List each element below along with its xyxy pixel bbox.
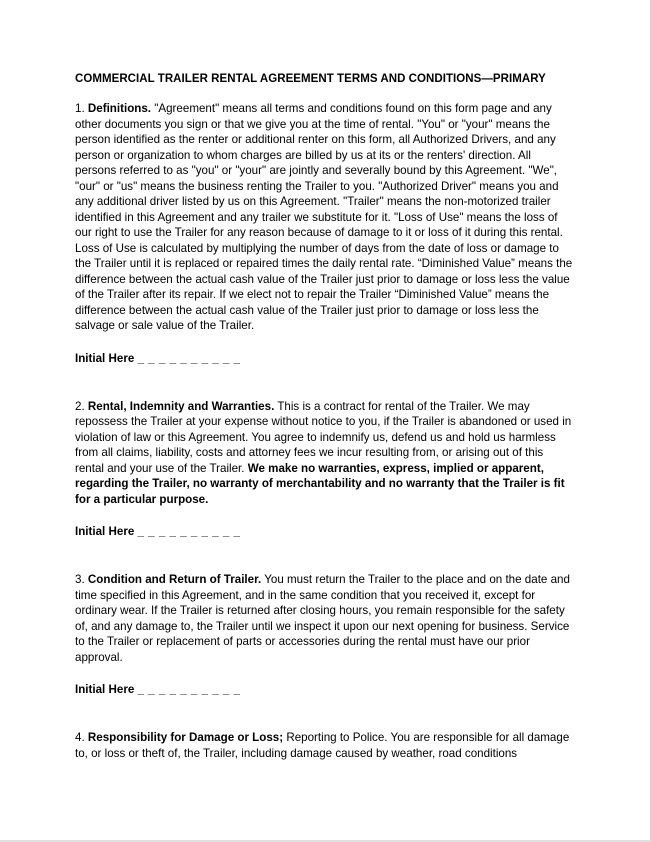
section-body: You must return the Trailer to the place and on the date and time specified in this Agreement, and in the same condition that you received it, except for ordinary wear. If the Trailer is returned after closing hours, you remain responsible for the safety of, and any damage to, the Trailer until we inspect it upon our next opening for business. Service to the Trailer or replacement of parts or accessories during the rental must have our prior approval. (75, 573, 570, 664)
section-body: "Agreement" means all terms and conditions found on this form page and any other documents you sign or that we give you at the time of rental. "You" or "your" means the person identified as the renter or additional renter on this form, all Authorized Drivers, and any person or organization to whom charges are billed by us at its or the renters' direction. All persons referred to as "you" or "your" are jointly and severally bound by this Agreement. "We", "our" or "us" means the business renting the Trailer to you. "Authorized Driver" means you and any additional driver listed by us on this Agreement. "Trailer" means the non-motorized trailer identified in this Agreement and any trailer we substitute for it. "Loss of Use" means the loss of our right to use the Trailer for any reason because of damage to it or loss of it during this rental. Loss of Use is calculated by multiplying the number of days from the date of loss or damage to the Trailer until it is replaced or repaired times the daily rental rate. “Diminished Value” means the difference between the actual cash value of the Trailer just prior to damage or loss less the value of the Trailer after its repair. If we elect not to repair the Trailer “Diminished Value” means the difference between the actual cash value of the Trailer just prior to damage or loss less the salvage or sale value of the Trailer. (75, 102, 573, 332)
section-number: 4. (75, 731, 85, 744)
initial-label: Initial Here (75, 683, 135, 696)
initial-blank[interactable]: _ _ _ _ _ _ _ _ _ _ (137, 525, 241, 538)
document-content (75, 72, 575, 761)
section-heading: Responsibility for Damage or Loss; (87, 731, 284, 744)
section-number: 1. (75, 102, 85, 115)
section-rental-indemnity (75, 399, 575, 508)
initial-line-1[interactable] (75, 351, 575, 366)
initial-blank[interactable]: _ _ _ _ _ _ _ _ _ _ (137, 351, 241, 365)
initial-label: Initial Here (75, 525, 135, 538)
section-body: This is a contract for rental of the Trailer. We may repossess the Trailer at your expense without notice to you, if the Trailer is abandoned or used in violation of law or this Agreement. You agree to indemnify us, defend us and hold us harmless from all claims, liability, costs and attorney fees we incur resulting from, or arising out of this rental and your use of the Trailer. (75, 399, 572, 475)
section-number: 3. (75, 573, 85, 586)
section-number: 2. (75, 399, 85, 413)
section-body: Reporting to Police. You are responsible for all damage to, or loss or theft of, the Trailer, including damage caused by weather, road conditions (75, 731, 570, 760)
section-definitions (75, 101, 575, 334)
section-heading: Rental, Indemnity and Warranties. (87, 399, 275, 413)
initial-label: Initial Here (75, 351, 135, 365)
section-damage-loss (75, 730, 575, 761)
section-bold-tail: We make no warranties, express, implied or apparent, regarding the Trailer, no warranty of merchantability and no warranty that the Trailer is fit for a particular purpose. (75, 461, 565, 506)
section-heading: Condition and Return of Trailer. (87, 573, 262, 586)
initial-line-2[interactable] (75, 524, 575, 539)
initial-blank[interactable]: _ _ _ _ _ _ _ _ _ _ (137, 683, 241, 696)
document-title: COMMERCIAL TRAILER RENTAL AGREEMENT TERMS AND CONDITIONS—PRIMARY (75, 73, 546, 85)
section-condition-return (75, 572, 575, 665)
section-heading: Definitions. (87, 102, 152, 115)
initial-line-3[interactable] (75, 682, 575, 697)
